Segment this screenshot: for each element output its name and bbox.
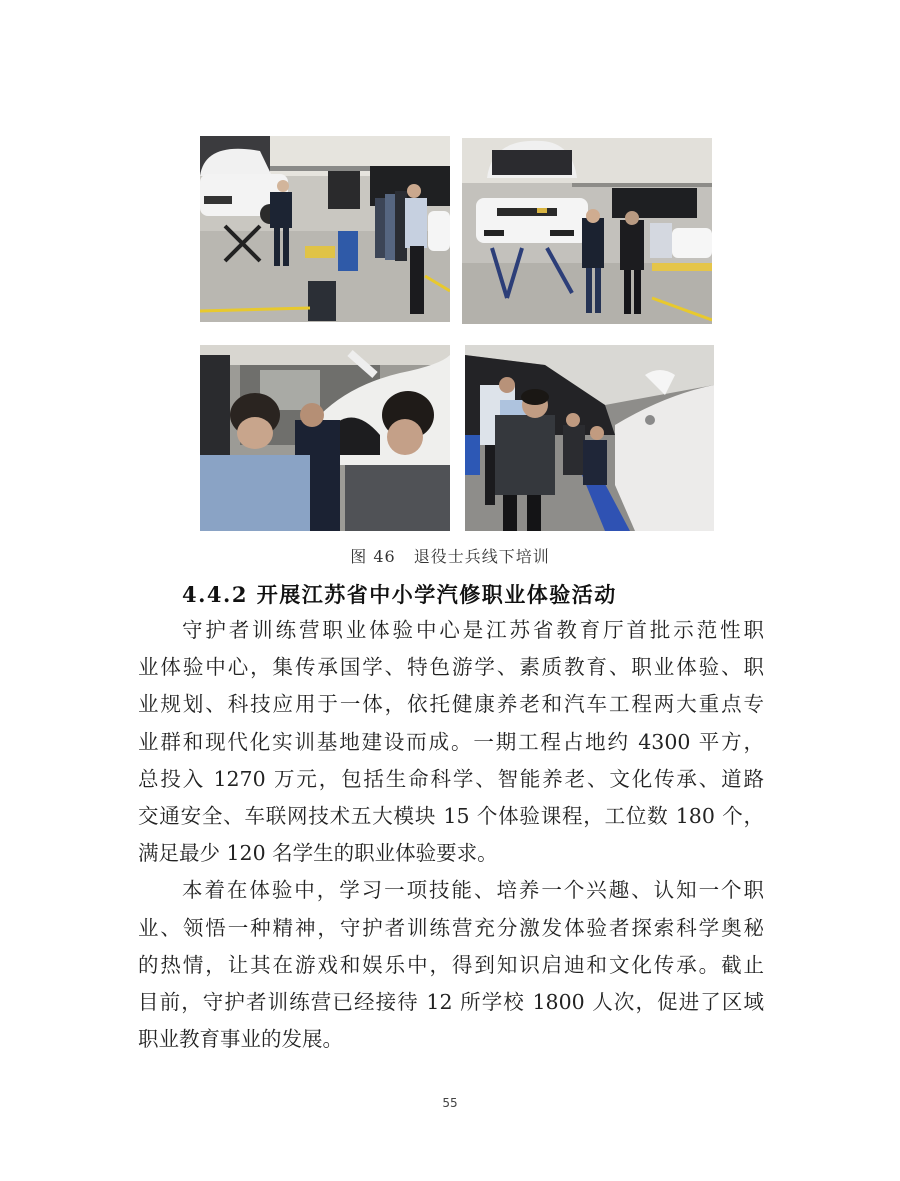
figure-caption: [0, 544, 900, 567]
text-line: 业、领悟一种精神，守护者训练营充分激发体验者探索科学奥秘: [138, 915, 764, 940]
photo-side-of-car: [465, 345, 714, 531]
page-number: 55: [442, 1096, 458, 1110]
photo-image: [200, 345, 450, 531]
photo-image: [462, 138, 712, 324]
figure-title: 退役士兵线下培训: [413, 547, 550, 566]
text-line: 目前，守护者训练营已经接待 12 所学校 1800 人次，促进了区域: [138, 990, 764, 1015]
text-line: 职业教育事业的发展。: [138, 1027, 343, 1052]
text-line: 的热情，让其在游戏和娱乐中，得到知识启迪和文化传承。截止: [138, 952, 764, 977]
text-line: 业群和现代化实训基地建设而成。一期工程占地约 4300 平方，: [138, 729, 764, 754]
photo-image: [200, 136, 450, 322]
text-line: 本着在体验中，学习一项技能、培养一个兴趣、认知一个职: [182, 878, 764, 903]
photo-wheel-inspection: [200, 345, 450, 531]
text-line: 守护者训练营职业体验中心是江苏省教育厅首批示范性职: [182, 618, 764, 642]
text-line: 业体验中心，集传承国学、特色游学、素质教育、职业体验、职: [138, 655, 764, 680]
photo-image: [465, 345, 714, 531]
photo-car-on-lift: [462, 138, 712, 324]
text-line: 交通安全、车联网技术五大模块 15 个体验课程，工位数 180 个，: [138, 804, 764, 829]
text-line: 业规划、科技应用于一体，依托健康养老和汽车工程两大重点专: [138, 692, 764, 717]
paragraph-1: [138, 612, 764, 872]
section-heading: 4.4.2 开展江苏省中小学汽修职业体验活动: [182, 582, 617, 607]
text-line: 总投入 1270 万元，包括生命科学、智能养老、文化传承、道路: [138, 766, 764, 791]
figure-number: 图 46: [350, 547, 396, 566]
section-body: [138, 612, 764, 1058]
text-line: 满足最少 120 名学生的职业体验要求。: [138, 841, 498, 866]
paragraph-2: [138, 872, 764, 1058]
photo-training-lineup: [200, 136, 450, 322]
